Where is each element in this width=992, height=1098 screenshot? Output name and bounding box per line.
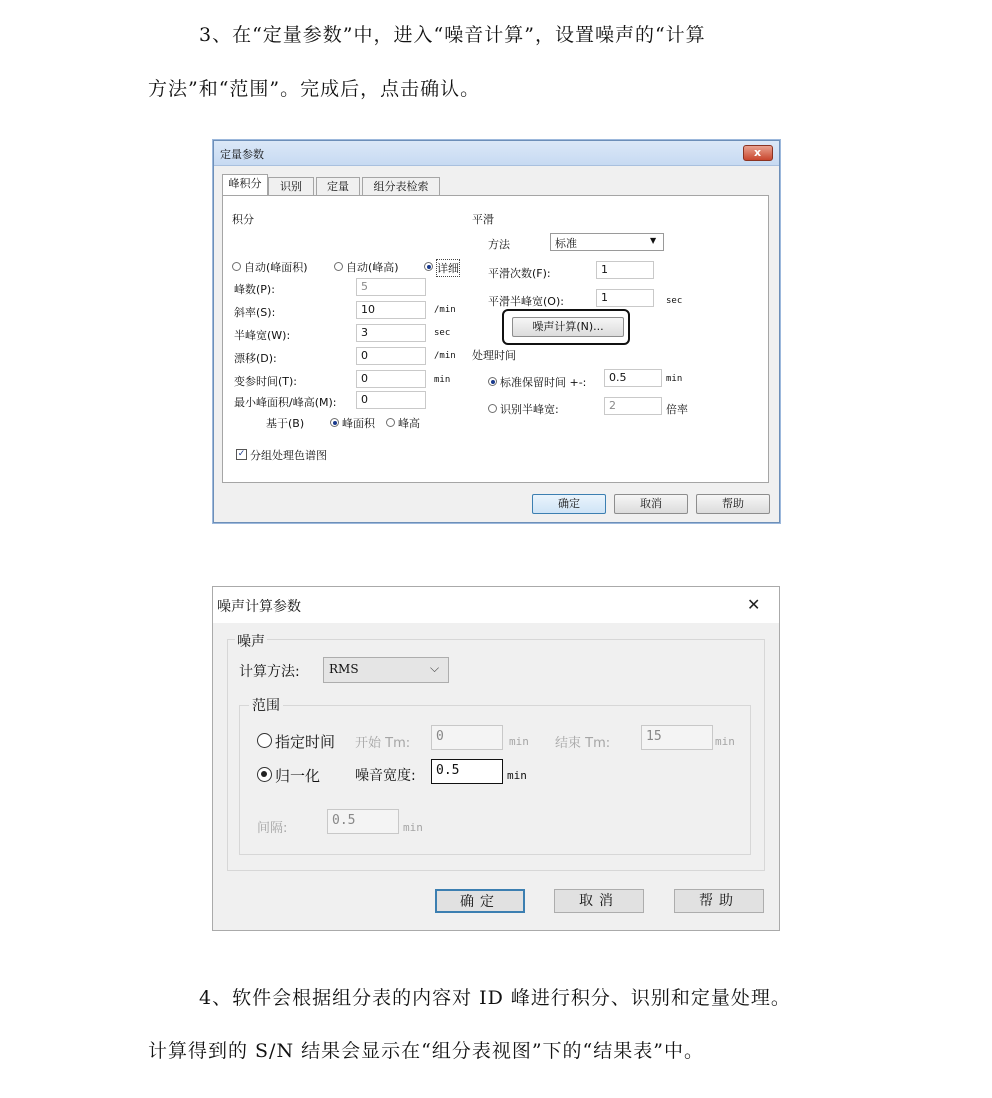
radio-auto-height-label: 自动(峰高) — [346, 261, 399, 274]
step4-line2: 计算得到的 S/N 结果会显示在“组分表视图”下的“结果表”中。 — [148, 1040, 704, 1062]
noise-width-unit: min — [507, 769, 527, 782]
radio-base-height-label: 峰高 — [398, 417, 420, 430]
start-input[interactable]: 0 — [431, 725, 503, 750]
drift-input[interactable]: 0 — [356, 347, 426, 365]
tab-peak-integration[interactable]: 峰积分 — [222, 174, 268, 195]
ok-button[interactable]: 确定 — [435, 889, 525, 913]
group-chromatogram-checkbox[interactable]: ✓ — [237, 449, 246, 459]
method-select[interactable] — [323, 657, 449, 683]
slope-unit: /min — [434, 305, 456, 315]
dialog-title: 定量参数 — [220, 148, 264, 161]
slope-input[interactable]: 10 — [356, 301, 426, 319]
noise-group-label: 噪声 — [235, 631, 267, 651]
cancel-button[interactable]: 取消 — [554, 889, 644, 913]
end-input[interactable]: 15 — [641, 725, 713, 750]
std-rt-label: 标准保留时间 +-: — [500, 376, 587, 389]
dialog-titlebar — [213, 587, 779, 623]
tab-compound-search[interactable]: 组分表检索 — [362, 177, 440, 195]
end-label: 结束 Tm: — [555, 736, 611, 751]
smoothing-group-label: 平滑 — [472, 213, 494, 226]
noise-width-input[interactable]: 0.5 — [431, 759, 503, 784]
cancel-button[interactable]: 取消 — [614, 494, 688, 514]
radio-detailed-label: 详细 — [436, 259, 460, 277]
smoothing-method-select[interactable] — [550, 233, 664, 251]
id-width-unit: 倍率 — [666, 403, 688, 416]
peak-count-input[interactable]: 5 — [356, 278, 426, 296]
smoothing-count-label: 平滑次数(F): — [488, 267, 551, 280]
end-unit: min — [715, 735, 735, 748]
smoothing-method-label: 方法 — [488, 238, 510, 251]
tab-identification[interactable]: 识别 — [268, 177, 314, 195]
help-button[interactable]: 帮助 — [674, 889, 764, 913]
std-rt-unit: min — [666, 374, 683, 384]
tab-quantitation[interactable]: 定量 — [316, 177, 360, 195]
specified-time-label: 指定时间 — [275, 733, 336, 751]
half-width-input[interactable]: 3 — [356, 324, 426, 342]
interval-unit: min — [403, 821, 423, 834]
range-group-label: 范围 — [249, 695, 283, 715]
step3-line2: 方法”和“范围”。完成后，点击确认。 — [148, 78, 481, 100]
peak-count-label: 峰数(P): — [234, 283, 275, 296]
smoothing-width-input[interactable]: 1 — [596, 289, 654, 307]
interval-label: 间隔: — [257, 821, 288, 836]
noise-calc-button[interactable]: 噪声计算(N)... — [512, 317, 624, 337]
radio-std-rt[interactable] — [488, 377, 497, 386]
start-unit: min — [509, 735, 529, 748]
change-time-input[interactable]: 0 — [356, 370, 426, 388]
radio-specified-time[interactable] — [257, 733, 272, 748]
id-width-label: 识别半峰宽: — [500, 403, 559, 416]
radio-base-area-label: 峰面积 — [342, 417, 375, 430]
smoothing-method-value: 标准 — [555, 237, 577, 250]
step4-line1: 4、软件会根据组分表的内容对 ID 峰进行积分、识别和定量处理。 — [199, 987, 791, 1009]
start-label: 开始 Tm: — [355, 736, 411, 751]
step3-line1: 3、在“定量参数”中，进入“噪音计算”，设置噪声的“计算 — [199, 24, 706, 46]
ok-button[interactable]: 确定 — [532, 494, 606, 514]
radio-auto-height[interactable] — [334, 262, 343, 271]
dialog-titlebar — [214, 141, 779, 166]
base-label: 基于(B) — [266, 417, 305, 430]
radio-auto-area[interactable] — [232, 262, 241, 271]
dialog-title: 噪声计算参数 — [217, 599, 301, 615]
noise-params-dialog — [212, 586, 780, 931]
slope-label: 斜率(S): — [234, 306, 276, 319]
radio-base-area[interactable] — [330, 418, 339, 427]
half-width-label: 半峰宽(W): — [234, 329, 291, 342]
interval-input[interactable]: 0.5 — [327, 809, 399, 834]
min-area-label: 最小峰面积/峰高(M): — [234, 396, 337, 409]
method-label: 计算方法: — [239, 664, 300, 680]
change-time-unit: min — [434, 375, 451, 385]
radio-id-width[interactable] — [488, 404, 497, 413]
integration-group-label: 积分 — [232, 213, 254, 226]
quant-params-dialog — [213, 140, 780, 523]
radio-base-height[interactable] — [386, 418, 395, 427]
change-time-label: 变参时间(T): — [234, 375, 298, 388]
close-icon: x — [754, 146, 762, 159]
radio-auto-area-label: 自动(峰面积) — [244, 261, 308, 274]
processing-group-label: 处理时间 — [472, 349, 516, 362]
normalize-label: 归一化 — [275, 767, 321, 785]
radio-normalize[interactable] — [257, 767, 272, 782]
help-button[interactable]: 帮助 — [696, 494, 770, 514]
drift-unit: /min — [434, 351, 456, 361]
drift-label: 漂移(D): — [234, 352, 277, 365]
half-width-unit: sec — [434, 328, 451, 338]
min-area-input[interactable]: 0 — [356, 391, 426, 409]
chevron-down-icon: ⌵ — [430, 661, 440, 675]
smoothing-count-input[interactable]: 1 — [596, 261, 654, 279]
std-rt-input[interactable]: 0.5 — [604, 369, 662, 387]
group-chromatogram-label: 分组处理色谱图 — [250, 449, 327, 462]
smoothing-width-unit: sec — [666, 296, 683, 306]
method-value: RMS — [329, 662, 359, 676]
close-icon[interactable]: ✕ — [747, 595, 761, 614]
radio-detailed[interactable] — [424, 262, 433, 271]
close-button[interactable] — [743, 145, 773, 161]
chevron-down-icon: ▼ — [650, 236, 657, 245]
id-width-input[interactable]: 2 — [604, 397, 662, 415]
noise-width-label: 噪音宽度: — [355, 768, 416, 784]
smoothing-width-label: 平滑半峰宽(O): — [488, 295, 564, 308]
